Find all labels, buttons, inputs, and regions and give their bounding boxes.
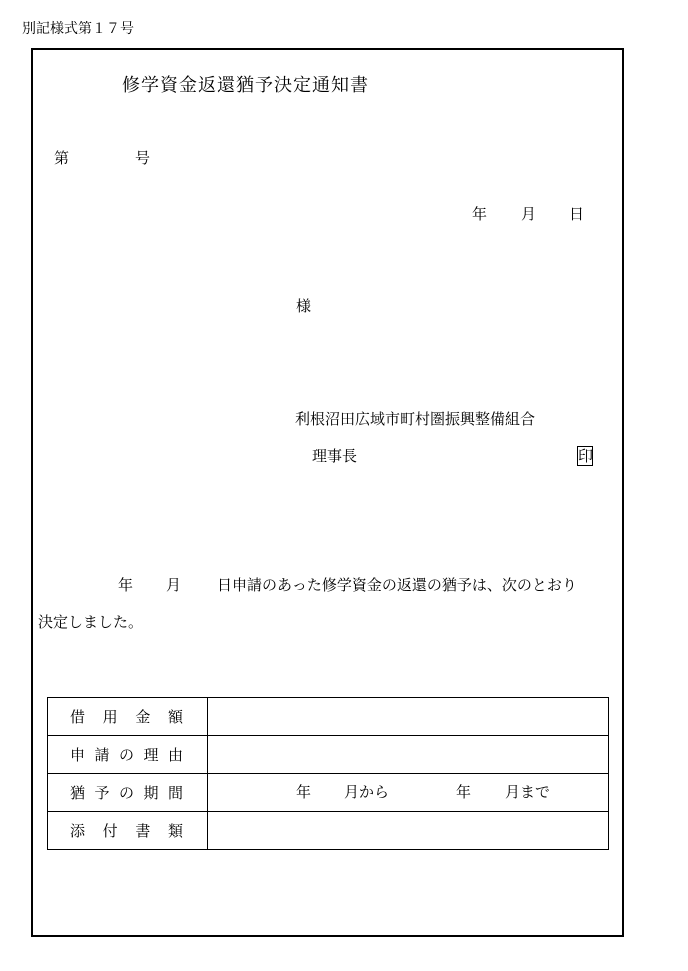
addressee-honorific: 様 — [296, 297, 312, 315]
seal-mark: 印 — [578, 447, 594, 465]
label-loan-amount — [48, 698, 208, 736]
table-row-attachments — [48, 812, 609, 850]
table-row-loan-amount — [48, 698, 609, 736]
label-char: 額 — [167, 708, 183, 726]
issuer-position: 理事長 — [312, 447, 358, 465]
label-char: の — [118, 784, 134, 802]
label-char: 請 — [94, 746, 110, 764]
period-from-month: 月から — [344, 783, 390, 801]
table-row-reason — [48, 736, 609, 774]
body-text-line1: 日申請のあった修学資金の返還の猶予は、次のとおり — [217, 576, 577, 594]
value-reason — [208, 736, 609, 774]
label-char: 付 — [102, 822, 118, 840]
label-char: 用 — [102, 708, 118, 726]
label-char: 申 — [70, 746, 86, 764]
table-row-deferral-period — [48, 774, 609, 812]
value-loan-amount — [208, 698, 609, 736]
date-year: 年 — [472, 205, 488, 223]
label-char: 由 — [167, 746, 183, 764]
label-char: 書 — [135, 822, 151, 840]
period-from-year: 年 — [296, 783, 312, 801]
label-char: 添 — [70, 822, 86, 840]
date-day: 日 — [569, 205, 585, 223]
label-char: 金 — [135, 708, 151, 726]
period-to-month: 月まで — [505, 783, 551, 801]
label-char: 間 — [167, 784, 183, 802]
body-year: 年 — [118, 576, 134, 594]
label-char: 理 — [143, 746, 159, 764]
label-deferral-period — [48, 774, 208, 812]
issuer-organization: 利根沼田広域市町村圏振興整備組合 — [295, 410, 536, 428]
body-month: 月 — [166, 576, 182, 594]
label-char: 類 — [167, 822, 183, 840]
label-char: 借 — [70, 708, 86, 726]
value-deferral-period — [208, 774, 609, 812]
label-char: の — [118, 746, 134, 764]
label-char: 期 — [143, 784, 159, 802]
label-attachments — [48, 812, 208, 850]
document-title: 修学資金返還猶予決定通知書 — [122, 75, 369, 96]
label-char: 猶 — [70, 784, 86, 802]
label-reason — [48, 736, 208, 774]
body-text-line2: 決定しました。 — [38, 613, 144, 631]
details-table — [47, 697, 609, 850]
doc-number-dai: 第 — [54, 149, 70, 167]
period-to-year: 年 — [456, 783, 472, 801]
form-number: 別記様式第１７号 — [22, 21, 134, 37]
doc-number-go: 号 — [135, 149, 151, 167]
date-month: 月 — [521, 205, 537, 223]
label-char: 予 — [94, 784, 110, 802]
value-attachments — [208, 812, 609, 850]
